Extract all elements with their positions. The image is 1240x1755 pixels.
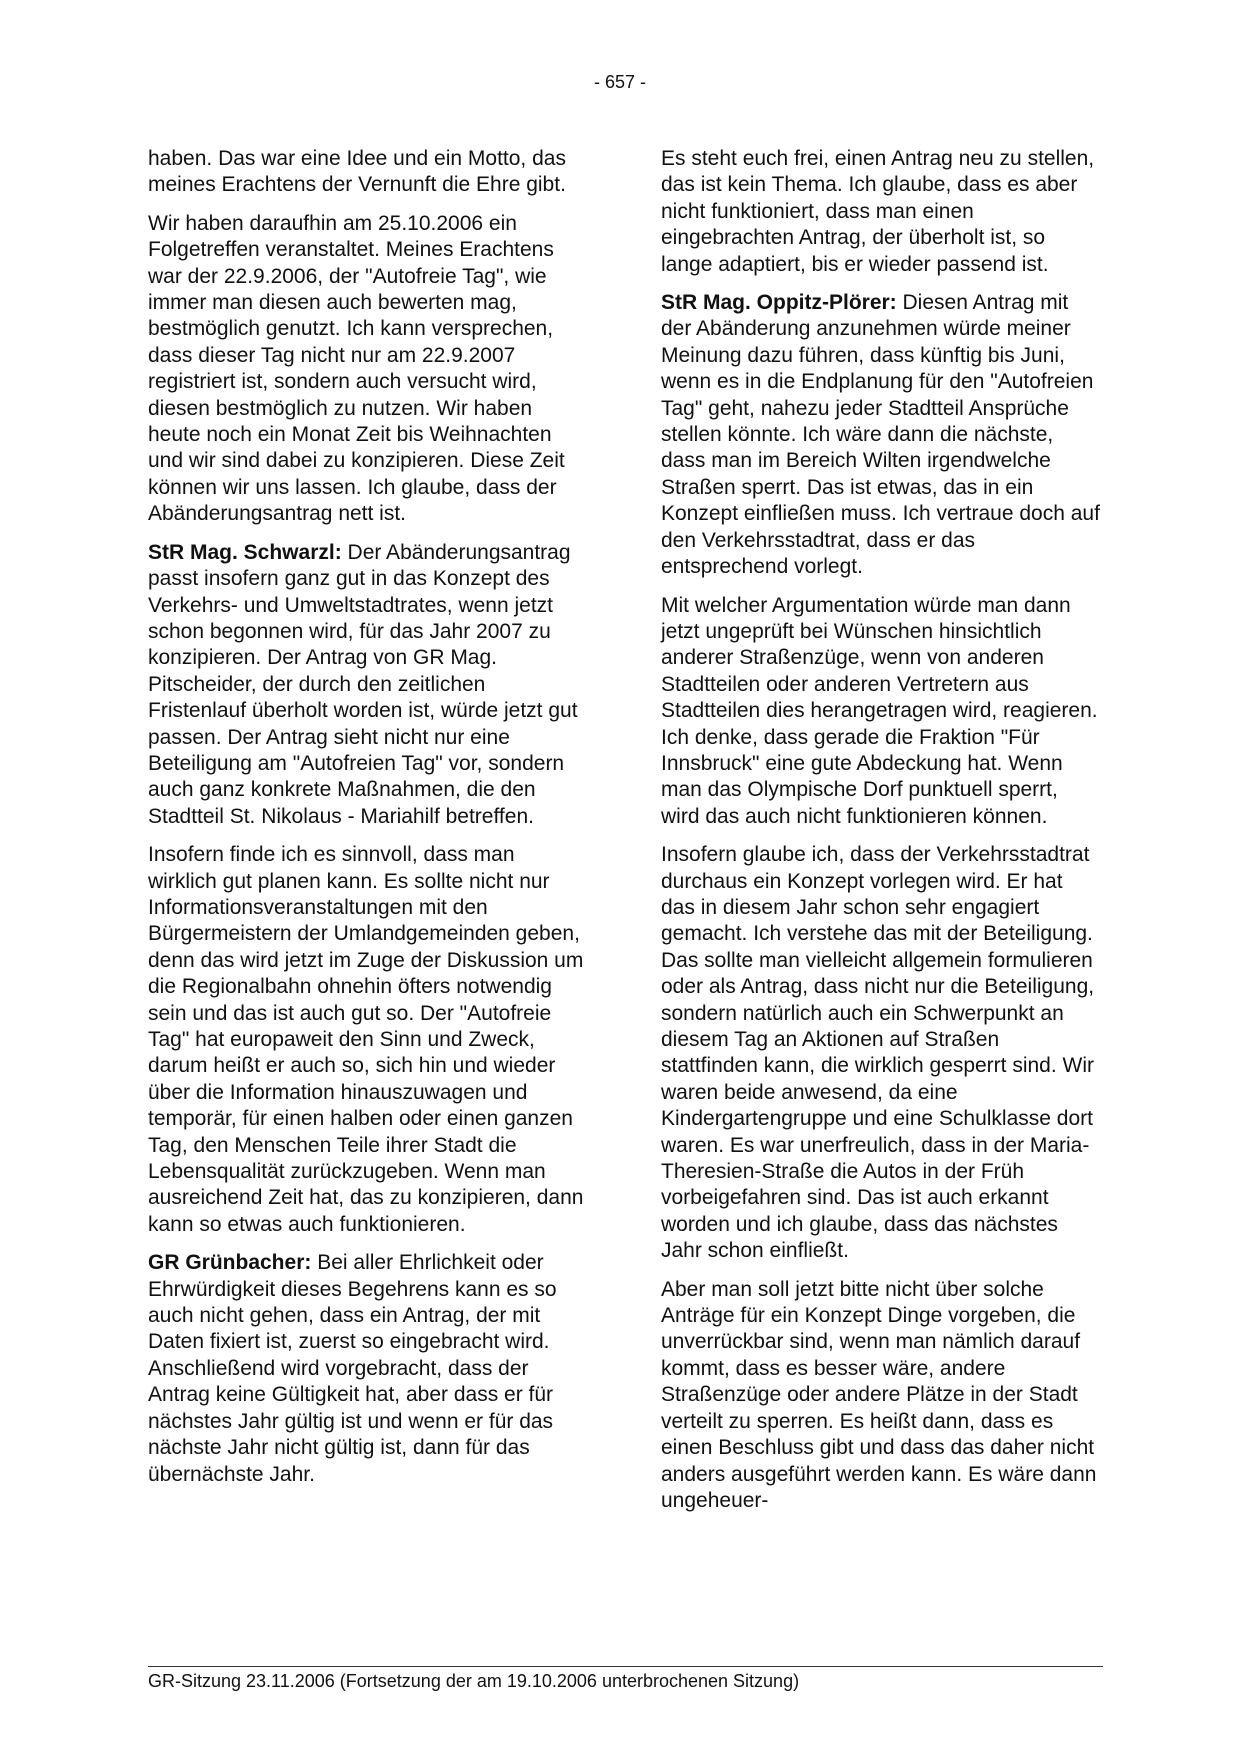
- paragraph: Wir haben daraufhin am 25.10.2006 ein Folgetreffen veranstaltet. Meines Erachtens war der 22.9.2006, der "Autofreie Tag", wie immer man diesen auch bewerten mag, bestmöglich genutzt. Ich kann versprechen, dass dieser Tag nicht nur am 22.9.2007 registriert ist, sondern auch versucht wird, diesen bestmöglich zu nutzen. Wir haben heute noch ein Monat Zeit bis Weihnachten und wir sind dabei zu konzipieren. Diese Zeit können wir uns lassen. Ich glaube, dass der Abänderungsantrag nett ist.: [148, 211, 565, 526]
- paragraph: StR Mag. Schwarzl: Der Abänderungsantrag passt insofern ganz gut in das Konzept des Verkehrs- und Umweltstadtrates, wenn jetzt schon begonnen wird, für das Jahr 2007 zu konzipieren. Der Antrag von GR Mag. Pitscheider, der durch den zeitlichen Fristenlauf überholt worden ist, würde jetzt gut passen. Der Antrag sieht nicht nur eine Beteiligung am "Autofreien Tag" vor, sondern auch ganz konkrete Maßnahmen, die den Stadtteil St. Nikolaus - Mariahilf betreffen.: [148, 540, 578, 828]
- page-number: - 657 -: [593, 72, 647, 92]
- paragraph: Insofern glaube ich, dass der Verkehrsstadtrat durchaus ein Konzept vorlegen wird. Er hat das in diesem Jahr schon sehr engagiert gemacht. Ich verstehe das mit der Beteiligung. Das sollte man vielleicht allgemein formulieren oder als Antrag, dass nicht nur die Beteiligung, sondern natürlich auch ein Schwerpunkt an diesem Tag an Aktionen auf Straßen stattfinden kann, die wirklich gesperrt sind. Wir waren beide anwesend, da eine Kindergartengruppe und eine Schulklasse dort waren. Es war unerfreulich, dass in der Maria-Theresien-Straße die Autos in der Früh vorbeigefahren sind. Das ist auch erkannt worden und ich glaube, dass das nächstes Jahr schon einfließt.: [661, 843, 1095, 1263]
- paragraph: Insofern finde ich es sinnvoll, dass man wirklich gut planen kann. Es sollte nicht nur Informationsveranstaltungen mit den Bürgermeistern der Umlandgemeinden geben, denn das wird jetzt im Zuge der Diskussion um die Regionalbahn ohnehin öfters notwendig sein und das ist auch gut so. Der "Autofreie Tag" hat europaweit den Sinn und Zweck, darum heißt er auch so, sich hin und wieder über die Information hinauszuwagen und temporär, für einen halben oder einen ganzen Tag, den Menschen Teile ihrer Stadt die Lebensqualität zurückzugeben. Wenn man ausreichend Zeit hat, das zu konzipieren, dann kann so etwas auch funktionieren.: [148, 843, 584, 1236]
- speaker-name: StR Mag. Oppitz-Plörer:: [661, 291, 897, 315]
- paragraph: StR Mag. Oppitz-Plörer: Diesen Antrag mit der Abänderung anzunehmen würde meiner Meinung dazu führen, dass künftig bis Juni, wenn es in die Endplanung für den "Autofreien Tag" geht, nahezu jeder Stadtteil Ansprüche stellen könnte. Ich wäre dann die nächste, dass man im Bereich Wilten irgendwelche Straßen sperrt. Das ist etwas, das in ein Konzept einfließen muss. Ich vertraue doch auf den Verkehrsstadtrat, dass er das entsprechend vorlegt.: [661, 291, 1100, 579]
- paragraph: Aber man soll jetzt bitte nicht über solche Anträge für ein Konzept Dinge vorgeben, die unverrückbar sind, wenn man nämlich darauf kommt, dass es besser wäre, andere Straßenzüge oder andere Plätze in der Stadt verteilt zu sperren. Es heißt dann, dass es einen Beschluss gibt und dass das daher nicht anders ausgeführt werden kann. Es wäre dann ungeheuer-: [661, 1277, 1097, 1512]
- speaker-name: StR Mag. Schwarzl:: [148, 540, 342, 564]
- speaker-name: GR Grünbacher:: [148, 1251, 312, 1275]
- paragraph: Es steht euch frei, einen Antrag neu zu stellen, das ist kein Thema. Ich glaube, dass es aber nicht funktioniert, dass man einen eingebrachten Antrag, der überholt ist, so lange adaptiert, bis er wieder passend ist.: [661, 147, 1095, 276]
- paragraph: GR Grünbacher: Bei aller Ehrlichkeit oder Ehrwürdigkeit dieses Begehrens kann es so auch nicht gehen, dass ein Antrag, der mit Daten fixiert ist, zuerst so eingebracht wird. Anschließend wird vorgebracht, dass der Antrag keine Gültigkeit hat, aber dass er für nächstes Jahr gültig ist und wenn er für das nächste Jahr nicht gültig ist, dann für das übernächste Jahr.: [148, 1251, 557, 1486]
- paragraph: Mit welcher Argumentation würde man dann jetzt ungeprüft bei Wünschen hinsichtlich anderer Straßenzüge, wenn von anderen Stadtteilen oder anderen Vertretern aus Stadtteilen dies herangetragen wird, reagieren. Ich denke, dass gerade die Fraktion "Für Innsbruck" eine gute Abdeckung hat. Wenn man das Olympische Dorf punktuell sperrt, wird das auch nicht funktionieren können.: [661, 593, 1098, 828]
- page-footer: GR-Sitzung 23.11.2006 (Fortsetzung der am 19.10.2006 unterbrochenen Sitzung): [148, 1671, 800, 1691]
- right-column: [661, 146, 1101, 1526]
- left-column: [148, 146, 588, 1500]
- paragraph: haben. Das war eine Idee und ein Motto, das meines Erachtens der Vernunft die Ehre gibt.: [148, 147, 566, 197]
- footer-divider: [148, 1666, 1103, 1667]
